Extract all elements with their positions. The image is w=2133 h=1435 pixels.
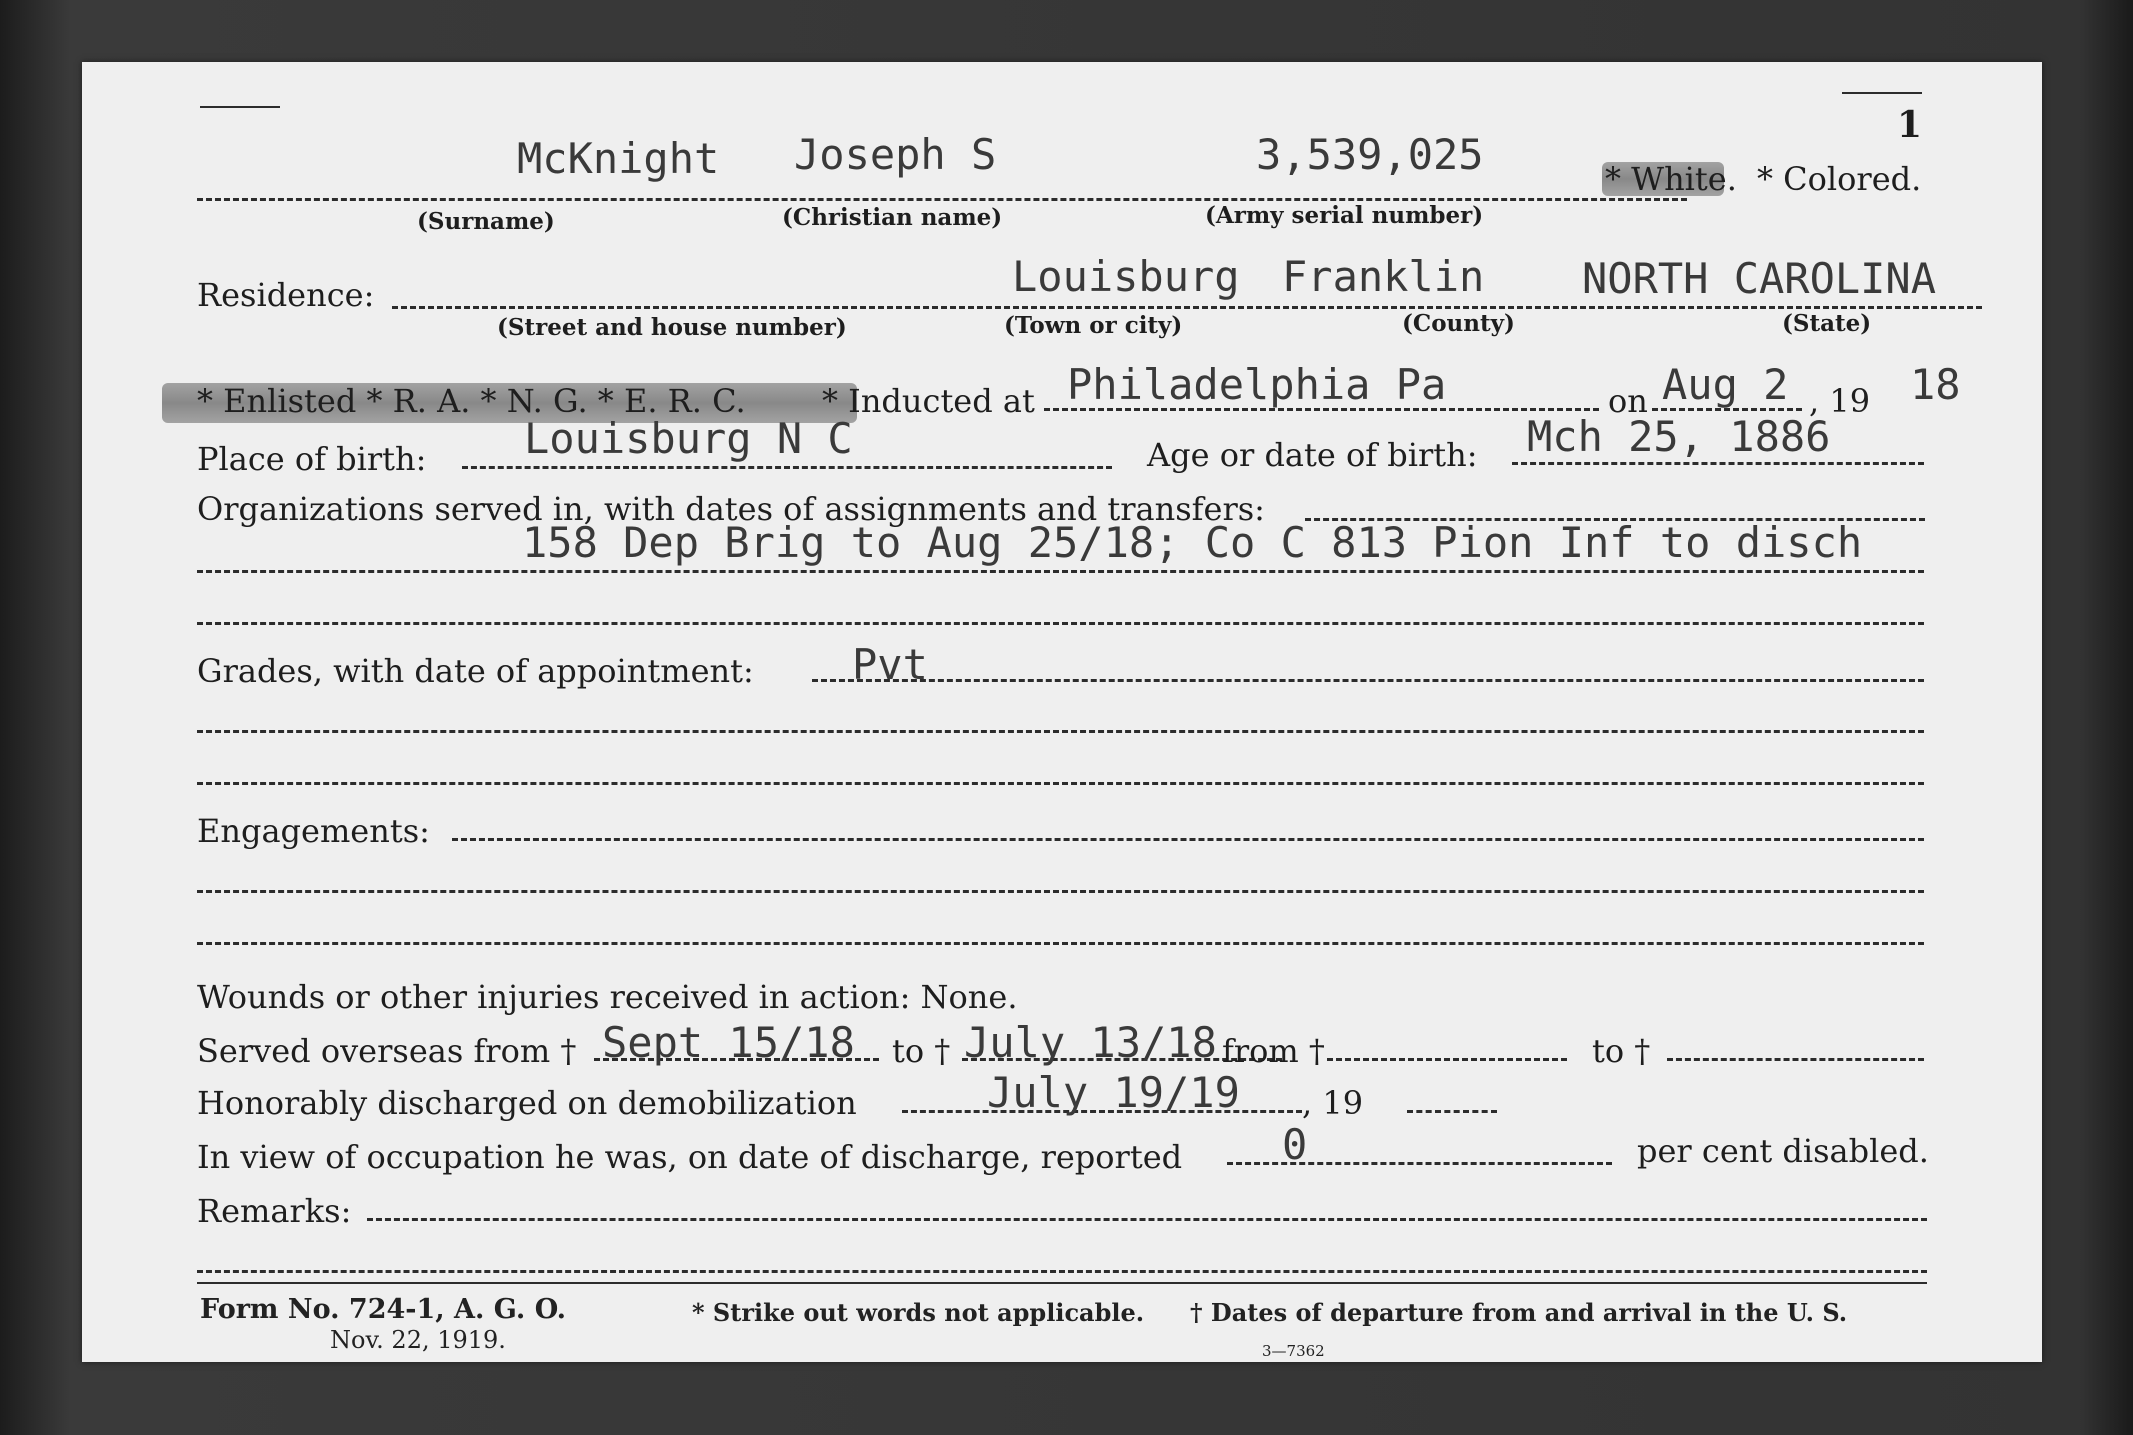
surname-label: (Surname) — [417, 208, 555, 235]
place-of-birth-label: Place of birth: — [197, 440, 427, 478]
inducted-date-value: Aug 2 — [1662, 360, 1789, 409]
overseas-from-label-2: from † — [1222, 1032, 1325, 1070]
street-label: (Street and house number) — [497, 314, 847, 341]
grades-line-3 — [197, 782, 1924, 785]
wounds-label: Wounds or other injuries received in action: None. — [197, 978, 1018, 1016]
organizations-line-3 — [197, 622, 1924, 625]
remarks-label: Remarks: — [197, 1192, 352, 1230]
card-number: 1 — [1897, 104, 1923, 146]
residence-state-value: NORTH CAROLINA — [1582, 254, 1937, 303]
overseas-to-line-2 — [1667, 1058, 1924, 1061]
date-of-birth-value: Mch 25, 1886 — [1527, 412, 1831, 461]
inducted-label: * Inducted at — [822, 382, 1035, 420]
serial-number-value: 3,539,025 — [1256, 130, 1484, 179]
footer-divider — [197, 1282, 1927, 1284]
organizations-line-2 — [197, 570, 1924, 573]
discharge-date-value: July 19/19 — [987, 1068, 1240, 1117]
organizations-value: 158 Dep Brig to Aug 25/18; Co C 813 Pion Inf to disch — [522, 518, 1863, 567]
year-prefix: , 19 — [1809, 382, 1871, 420]
inducted-place-value: Philadelphia Pa — [1067, 360, 1447, 409]
strike-note: * Strike out words not applicable. — [692, 1298, 1145, 1327]
grades-line-2 — [197, 730, 1924, 733]
form-date: Nov. 22, 1919. — [330, 1326, 506, 1354]
overseas-from-value: Sept 15/18 — [602, 1018, 855, 1067]
overseas-to-label-2: to † — [1592, 1032, 1651, 1070]
serial-number-label: (Army serial number) — [1205, 202, 1484, 229]
colored-label: * Colored. — [1757, 160, 1922, 198]
overseas-label: Served overseas from † — [197, 1032, 577, 1070]
grades-label: Grades, with date of appointment: — [197, 652, 754, 690]
organizations-label: Organizations served in, with dates of assignments and transfers: — [197, 490, 1265, 528]
grades-line-1 — [812, 679, 1924, 682]
discharge-year-label: , 19 — [1302, 1084, 1364, 1122]
top-left-mark — [200, 106, 280, 108]
top-right-mark — [1842, 92, 1922, 94]
engagements-line-1 — [452, 838, 1924, 841]
disability-suffix: per cent disabled. — [1637, 1132, 1929, 1170]
residence-town-value: Louisburg — [1012, 252, 1240, 301]
service-record-card — [82, 62, 2042, 1362]
state-label: (State) — [1782, 310, 1872, 337]
age-line — [1512, 462, 1924, 465]
residence-county-value: Franklin — [1282, 252, 1485, 301]
print-code: 3—7362 — [1262, 1342, 1325, 1360]
place-of-birth-line — [462, 466, 1112, 469]
town-label: (Town or city) — [1004, 312, 1183, 339]
place-of-birth-value: Louisburg N C — [524, 414, 853, 463]
disability-value: 0 — [1282, 1120, 1308, 1169]
discharge-label: Honorably discharged on demobilization — [197, 1084, 857, 1122]
overseas-to-label: to † — [892, 1032, 951, 1070]
engagements-line-2 — [197, 890, 1924, 893]
residence-label: Residence: — [197, 276, 375, 314]
name-line — [197, 198, 1687, 201]
disability-label: In view of occupation he was, on date of discharge, reported — [197, 1138, 1183, 1176]
white-label: * White. — [1605, 160, 1737, 198]
form-number: Form No. 724-1, A. G. O. — [200, 1294, 567, 1325]
dates-note: † Dates of departure from and arrival in the U. S. — [1190, 1298, 1848, 1327]
overseas-from-line-2 — [1327, 1058, 1567, 1061]
inducted-year-value: 18 — [1910, 360, 1961, 409]
remarks-line-2 — [197, 1270, 1927, 1273]
overseas-to-value: July 13/18 — [964, 1018, 1217, 1067]
age-label: Age or date of birth: — [1147, 436, 1478, 474]
remarks-line-1 — [367, 1218, 1927, 1221]
christian-name-label: (Christian name) — [782, 204, 1003, 231]
discharge-year-line — [1407, 1110, 1497, 1113]
county-label: (County) — [1402, 310, 1515, 337]
residence-line — [392, 306, 1982, 309]
engagements-label: Engagements: — [197, 812, 430, 850]
grades-value: Pvt — [852, 640, 928, 689]
surname-value: McKnight — [517, 134, 720, 183]
enlisted-label: * Enlisted * R. A. * N. G. * E. R. C. — [197, 382, 746, 420]
engagements-line-3 — [197, 942, 1924, 945]
christian-name-value: Joseph S — [794, 130, 997, 179]
on-label: on — [1608, 382, 1648, 420]
